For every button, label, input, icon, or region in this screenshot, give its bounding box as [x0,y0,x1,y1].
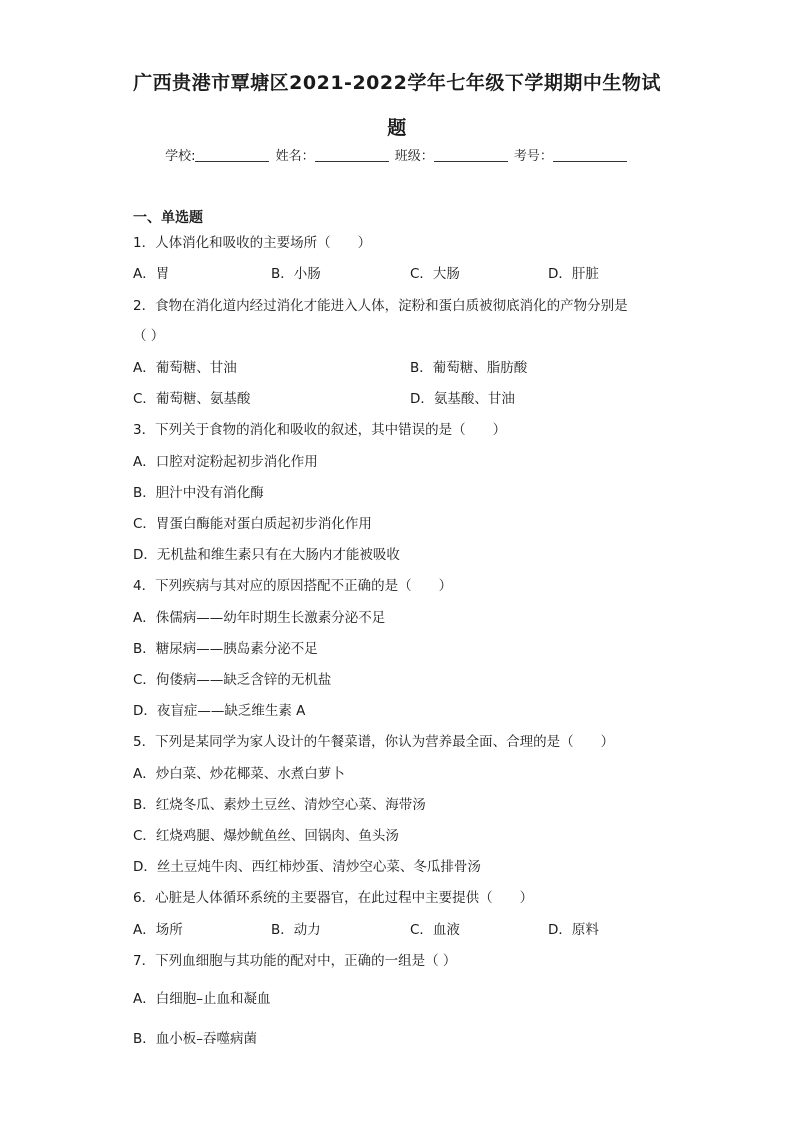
option-7a: A．白细胞–止血和凝血 [133,991,271,1007]
option-3d: D．无机盐和维生素只有在大肠内才能被吸收 [133,547,400,563]
question-stem-2-cont: （ ） [133,328,165,344]
section-title: 一、单选题 [133,210,203,226]
question-stem-6: 6．心脏是人体循环系统的主要器官，在此过程中主要提供（ ） [133,890,534,906]
student-info-row [0,145,794,164]
question-stem-4: 4．下列疾病与其对应的原因搭配不正确的是（ ） [133,578,453,594]
option-1a: A．胃 [133,266,170,282]
option-4b: B．糖尿病——胰岛素分泌不足 [133,641,318,657]
class-blank[interactable] [434,148,508,162]
option-5c: C．红烧鸡腿、爆炒鱿鱼丝、回锅肉、鱼头汤 [133,828,399,844]
question-stem-3: 3．下列关于食物的消化和吸收的叙述，其中错误的是（ ） [133,422,507,438]
option-5d: D．丝土豆炖牛肉、西红柿炒蛋、清炒空心菜、冬瓜排骨汤 [133,859,481,875]
class-label: 班级： [394,149,434,164]
school-blank[interactable] [195,148,269,162]
question-stem-7: 7．下列血细胞与其功能的配对中，正确的一组是（ ） [133,953,457,969]
option-5b: B．红烧冬瓜、素炒土豆丝、清炒空心菜、海带汤 [133,797,426,813]
option-3c: C．胃蛋白酶能对蛋白质起初步消化作用 [133,516,372,532]
option-6a: A．场所 [133,922,183,938]
option-2b: B．葡萄糖、脂肪酸 [410,360,528,376]
option-3b: B．胆汁中没有消化酶 [133,485,264,501]
name-blank[interactable] [315,148,389,162]
option-1c: C．大肠 [410,266,460,282]
school-label: 学校: [165,149,196,164]
option-4a: A．侏儒病——幼年时期生长激素分泌不足 [133,610,386,626]
option-6b: B．动力 [271,922,321,938]
option-1d: D．肝脏 [548,266,599,282]
exam-title-line2: 题 [387,117,407,139]
option-4c: C．佝偻病——缺乏含锌的无机盐 [133,672,332,688]
option-7b: B．血小板–吞噬病菌 [133,1031,258,1047]
option-2a: A．葡萄糖、甘油 [133,360,237,376]
option-4d: D．夜盲症——缺乏维生素 A [133,703,306,719]
option-5a: A．炒白菜、炒花椰菜、水煮白萝卜 [133,766,345,782]
option-2c: C．葡萄糖、氨基酸 [133,391,251,407]
exam-no-label: 考号： [513,149,553,164]
question-stem-5: 5．下列是某同学为家人设计的午餐菜谱，你认为营养最全面、合理的是（ ） [133,734,615,750]
option-6c: C．血液 [410,922,460,938]
option-1b: B．小肠 [271,266,321,282]
option-2d: D．氨基酸、甘油 [410,391,515,407]
option-3a: A．口腔对淀粉起初步消化作用 [133,454,318,470]
name-label: 姓名： [275,149,315,164]
exam-title-line1: 广西贵港市覃塘区2021-2022学年七年级下学期期中生物试 [133,72,661,94]
exam-no-blank[interactable] [553,148,627,162]
question-stem-1: 1．人体消化和吸收的主要场所（ ） [133,235,372,251]
option-6d: D．原料 [548,922,599,938]
question-stem-2: 2．食物在消化道内经过消化才能进入人体，淀粉和蛋白质被彻底消化的产物分别是 [133,298,628,314]
